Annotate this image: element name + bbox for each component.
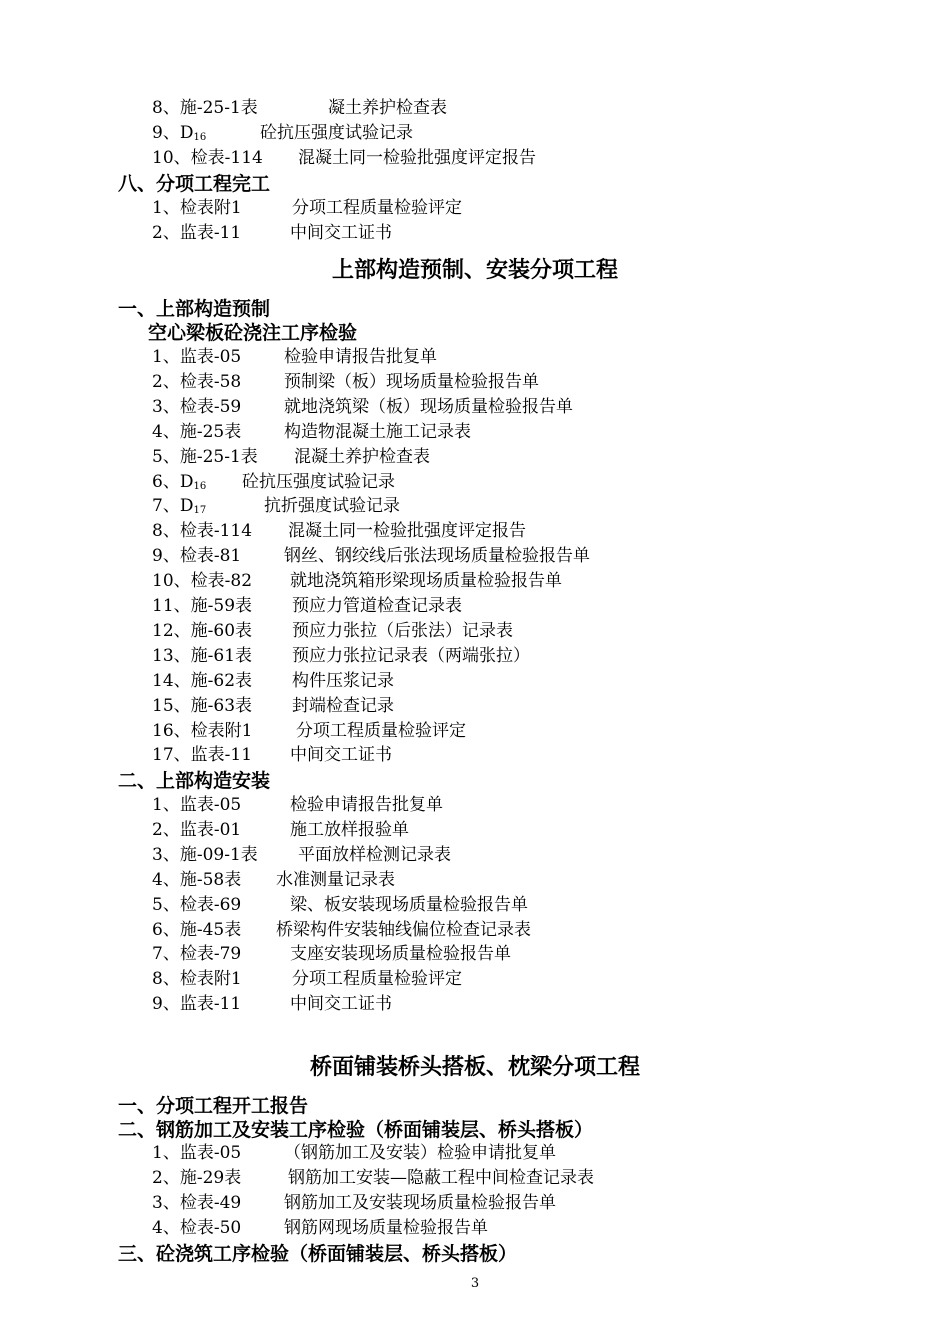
list-item bbox=[152, 346, 437, 368]
item-number: 5、 bbox=[152, 446, 180, 467]
form-name: 钢筋加工安装—隐蔽工程中间检查记录表 bbox=[288, 1167, 594, 1188]
list-item bbox=[152, 1167, 594, 1189]
list-item bbox=[152, 421, 471, 443]
form-code: 施-25-1表 bbox=[179, 98, 258, 118]
list-item bbox=[152, 645, 530, 667]
section-heading: 八、分项工程完工 bbox=[118, 173, 271, 195]
item-number: 12、 bbox=[152, 620, 191, 641]
list-item bbox=[152, 595, 462, 617]
form-code: 检表-79 bbox=[179, 944, 242, 965]
form-code: 施-63表 bbox=[190, 695, 253, 716]
form-code: 施-45表 bbox=[179, 919, 242, 940]
form-name: 凝土养护检查表 bbox=[328, 98, 447, 118]
form-name: 中间交工证书 bbox=[290, 223, 392, 243]
form-name: 构件压浆记录 bbox=[292, 670, 394, 691]
list-item bbox=[152, 744, 392, 766]
form-code: 施-58表 bbox=[179, 869, 242, 890]
form-code-subscript: 17 bbox=[193, 505, 207, 517]
form-code-subscript: 16 bbox=[193, 480, 207, 492]
list-item bbox=[152, 1217, 488, 1239]
form-name: 桥梁构件安装轴线偏位检查记录表 bbox=[276, 919, 531, 940]
list-item bbox=[152, 1142, 556, 1164]
form-name: 预应力张拉记录表（两端张拉） bbox=[292, 645, 530, 666]
item-number: 7、 bbox=[152, 944, 180, 965]
form-code: 检表-69 bbox=[179, 894, 242, 915]
form-name: 梁、板安装现场质量检验报告单 bbox=[290, 894, 528, 915]
form-name: 砼抗压强度试验记录 bbox=[260, 123, 413, 143]
form-name: 混凝土同一检验批强度评定报告 bbox=[288, 521, 526, 542]
list-item bbox=[152, 371, 539, 393]
form-code: 检表-81 bbox=[179, 546, 242, 567]
form-code: 监表-05 bbox=[179, 1143, 242, 1163]
form-code: 施-60表 bbox=[190, 620, 253, 641]
item-number: 13、 bbox=[152, 645, 191, 666]
list-item bbox=[152, 446, 430, 468]
item-number: 15、 bbox=[152, 695, 191, 716]
item-number: 14、 bbox=[152, 670, 191, 691]
form-name: 钢筋网现场质量检验报告单 bbox=[284, 1217, 488, 1238]
form-name: 钢丝、钢绞线后张法现场质量检验报告单 bbox=[284, 546, 590, 567]
form-code: 施-29表 bbox=[179, 1167, 242, 1188]
section-heading: 一、上部构造预制 bbox=[118, 298, 271, 320]
form-name: 混凝土养护检查表 bbox=[294, 446, 430, 467]
section-title: 桥面铺装桥头搭板、枕梁分项工程 bbox=[309, 1055, 640, 1080]
form-name: 水准测量记录表 bbox=[276, 869, 395, 890]
section-heading: 二、钢筋加工及安装工序检验（桥面铺装层、桥头搭板） bbox=[118, 1119, 594, 1141]
form-code: 施-62表 bbox=[190, 670, 253, 691]
form-name: 中间交工证书 bbox=[290, 745, 392, 766]
form-code: 监表-11 bbox=[179, 223, 242, 243]
item-number: 2、 bbox=[152, 819, 180, 840]
list-item bbox=[152, 570, 562, 592]
form-name: 中间交工证书 bbox=[290, 994, 392, 1015]
form-name: 混凝土同一检验批强度评定报告 bbox=[298, 148, 536, 168]
item-number: 8、 bbox=[152, 521, 180, 542]
item-number: 2、 bbox=[152, 1167, 180, 1188]
form-code: 检表-59 bbox=[179, 396, 242, 417]
list-item bbox=[152, 670, 394, 692]
list-item bbox=[152, 222, 392, 244]
list-item bbox=[152, 471, 395, 498]
section-heading: 二、上部构造安装 bbox=[118, 770, 271, 792]
page-number: 3 bbox=[470, 1276, 480, 1291]
item-number: 4、 bbox=[152, 421, 180, 442]
item-number: 9、 bbox=[152, 123, 180, 143]
list-item bbox=[152, 495, 400, 522]
item-number: 2、 bbox=[152, 371, 180, 392]
form-code: 施-61表 bbox=[190, 645, 253, 666]
form-code: 检表附1 bbox=[179, 198, 242, 218]
form-name: 分项工程质量检验评定 bbox=[292, 969, 462, 990]
form-name: 预制梁（板）现场质量检验报告单 bbox=[284, 371, 539, 392]
item-number: 1、 bbox=[152, 347, 180, 367]
form-code: 监表-11 bbox=[190, 745, 253, 766]
section-heading: 三、砼浇筑工序检验（桥面铺装层、桥头搭板） bbox=[118, 1243, 518, 1265]
form-code: 检表-114 bbox=[179, 521, 253, 542]
form-code: 检表附1 bbox=[179, 969, 242, 990]
list-item bbox=[152, 396, 573, 418]
form-name: 施工放样报验单 bbox=[290, 819, 409, 840]
list-item bbox=[152, 97, 447, 119]
list-item bbox=[152, 695, 394, 717]
item-number: 3、 bbox=[152, 1192, 180, 1213]
form-code: 检表-49 bbox=[179, 1192, 242, 1213]
item-number: 4、 bbox=[152, 1217, 180, 1238]
form-name: 检验申请报告批复单 bbox=[284, 347, 437, 367]
form-code: 检表附1 bbox=[190, 720, 253, 741]
item-number: 9、 bbox=[152, 994, 180, 1015]
item-number: 4、 bbox=[152, 869, 180, 890]
form-name: 分项工程质量检验评定 bbox=[296, 720, 466, 741]
item-number: 1、 bbox=[152, 198, 180, 218]
form-code: 监表-11 bbox=[179, 994, 242, 1015]
list-item bbox=[152, 620, 513, 642]
form-name: 平面放样检测记录表 bbox=[298, 844, 451, 865]
form-name: 构造物混凝土施工记录表 bbox=[284, 421, 471, 442]
form-code: 施-25表 bbox=[179, 421, 242, 442]
list-item bbox=[152, 1192, 556, 1214]
form-code: 监表-01 bbox=[179, 819, 242, 840]
form-code: 检表-58 bbox=[179, 371, 242, 392]
form-name: 预应力张拉（后张法）记录表 bbox=[292, 620, 513, 641]
item-number: 8、 bbox=[152, 98, 180, 118]
form-name: 钢筋加工及安装现场质量检验报告单 bbox=[284, 1192, 556, 1213]
item-number: 7、 bbox=[152, 496, 180, 517]
item-number: 1、 bbox=[152, 1143, 180, 1163]
item-number: 9、 bbox=[152, 546, 180, 567]
form-code: 监表-05 bbox=[179, 347, 242, 367]
item-number: 1、 bbox=[152, 795, 180, 815]
form-code: 施-25-1表 bbox=[179, 446, 258, 467]
form-name: 检验申请报告批复单 bbox=[290, 795, 443, 815]
item-number: 16、 bbox=[152, 720, 191, 741]
list-item bbox=[152, 720, 466, 742]
list-item bbox=[152, 968, 462, 990]
list-item bbox=[152, 197, 462, 219]
item-number: 17、 bbox=[152, 745, 191, 766]
form-name: 预应力管道检查记录表 bbox=[292, 596, 462, 616]
form-code: 检表-82 bbox=[190, 571, 253, 592]
item-number: 10、 bbox=[152, 148, 191, 168]
list-item bbox=[152, 844, 451, 866]
form-code: 监表-05 bbox=[179, 795, 242, 815]
item-number: 3、 bbox=[152, 844, 180, 865]
form-code: D bbox=[179, 496, 194, 517]
form-name: 就地浇筑梁（板）现场质量检验报告单 bbox=[284, 396, 573, 417]
list-item bbox=[152, 819, 409, 841]
item-number: 10、 bbox=[152, 571, 191, 592]
item-number: 2、 bbox=[152, 223, 180, 243]
item-number: 3、 bbox=[152, 396, 180, 417]
form-name: 支座安装现场质量检验报告单 bbox=[290, 944, 511, 965]
list-item bbox=[152, 147, 536, 169]
form-name: 抗折强度试验记录 bbox=[264, 496, 400, 517]
form-code: 检表-114 bbox=[190, 148, 263, 168]
form-code: D bbox=[179, 123, 194, 143]
list-item bbox=[152, 993, 392, 1015]
item-number: 5、 bbox=[152, 894, 180, 915]
list-item bbox=[152, 545, 590, 567]
list-item bbox=[152, 520, 526, 542]
item-number: 11、 bbox=[152, 596, 191, 616]
list-item bbox=[152, 122, 413, 149]
list-item bbox=[152, 919, 531, 941]
list-item bbox=[152, 794, 443, 816]
section-title: 上部构造预制、安装分项工程 bbox=[331, 258, 618, 283]
item-number: 6、 bbox=[152, 919, 180, 940]
form-name: 分项工程质量检验评定 bbox=[292, 198, 462, 218]
form-code: 检表-50 bbox=[179, 1217, 242, 1238]
sub-heading: 空心梁板砼浇注工序检验 bbox=[148, 322, 358, 344]
form-name: （钢筋加工及安装）检验申请批复单 bbox=[284, 1143, 556, 1163]
list-item bbox=[152, 869, 395, 891]
form-code-subscript: 16 bbox=[193, 132, 207, 143]
list-item bbox=[152, 943, 511, 965]
form-name: 砼抗压强度试验记录 bbox=[242, 471, 395, 492]
form-name: 就地浇筑箱形梁现场质量检验报告单 bbox=[290, 571, 562, 592]
section-heading: 一、分项工程开工报告 bbox=[118, 1095, 309, 1117]
form-code: D bbox=[179, 471, 194, 492]
form-code: 施-59表 bbox=[190, 596, 253, 616]
list-item bbox=[152, 894, 528, 916]
item-number: 6、 bbox=[152, 471, 180, 492]
item-number: 8、 bbox=[152, 969, 180, 990]
form-code: 施-09-1表 bbox=[179, 844, 258, 865]
form-name: 封端检查记录 bbox=[292, 695, 394, 716]
